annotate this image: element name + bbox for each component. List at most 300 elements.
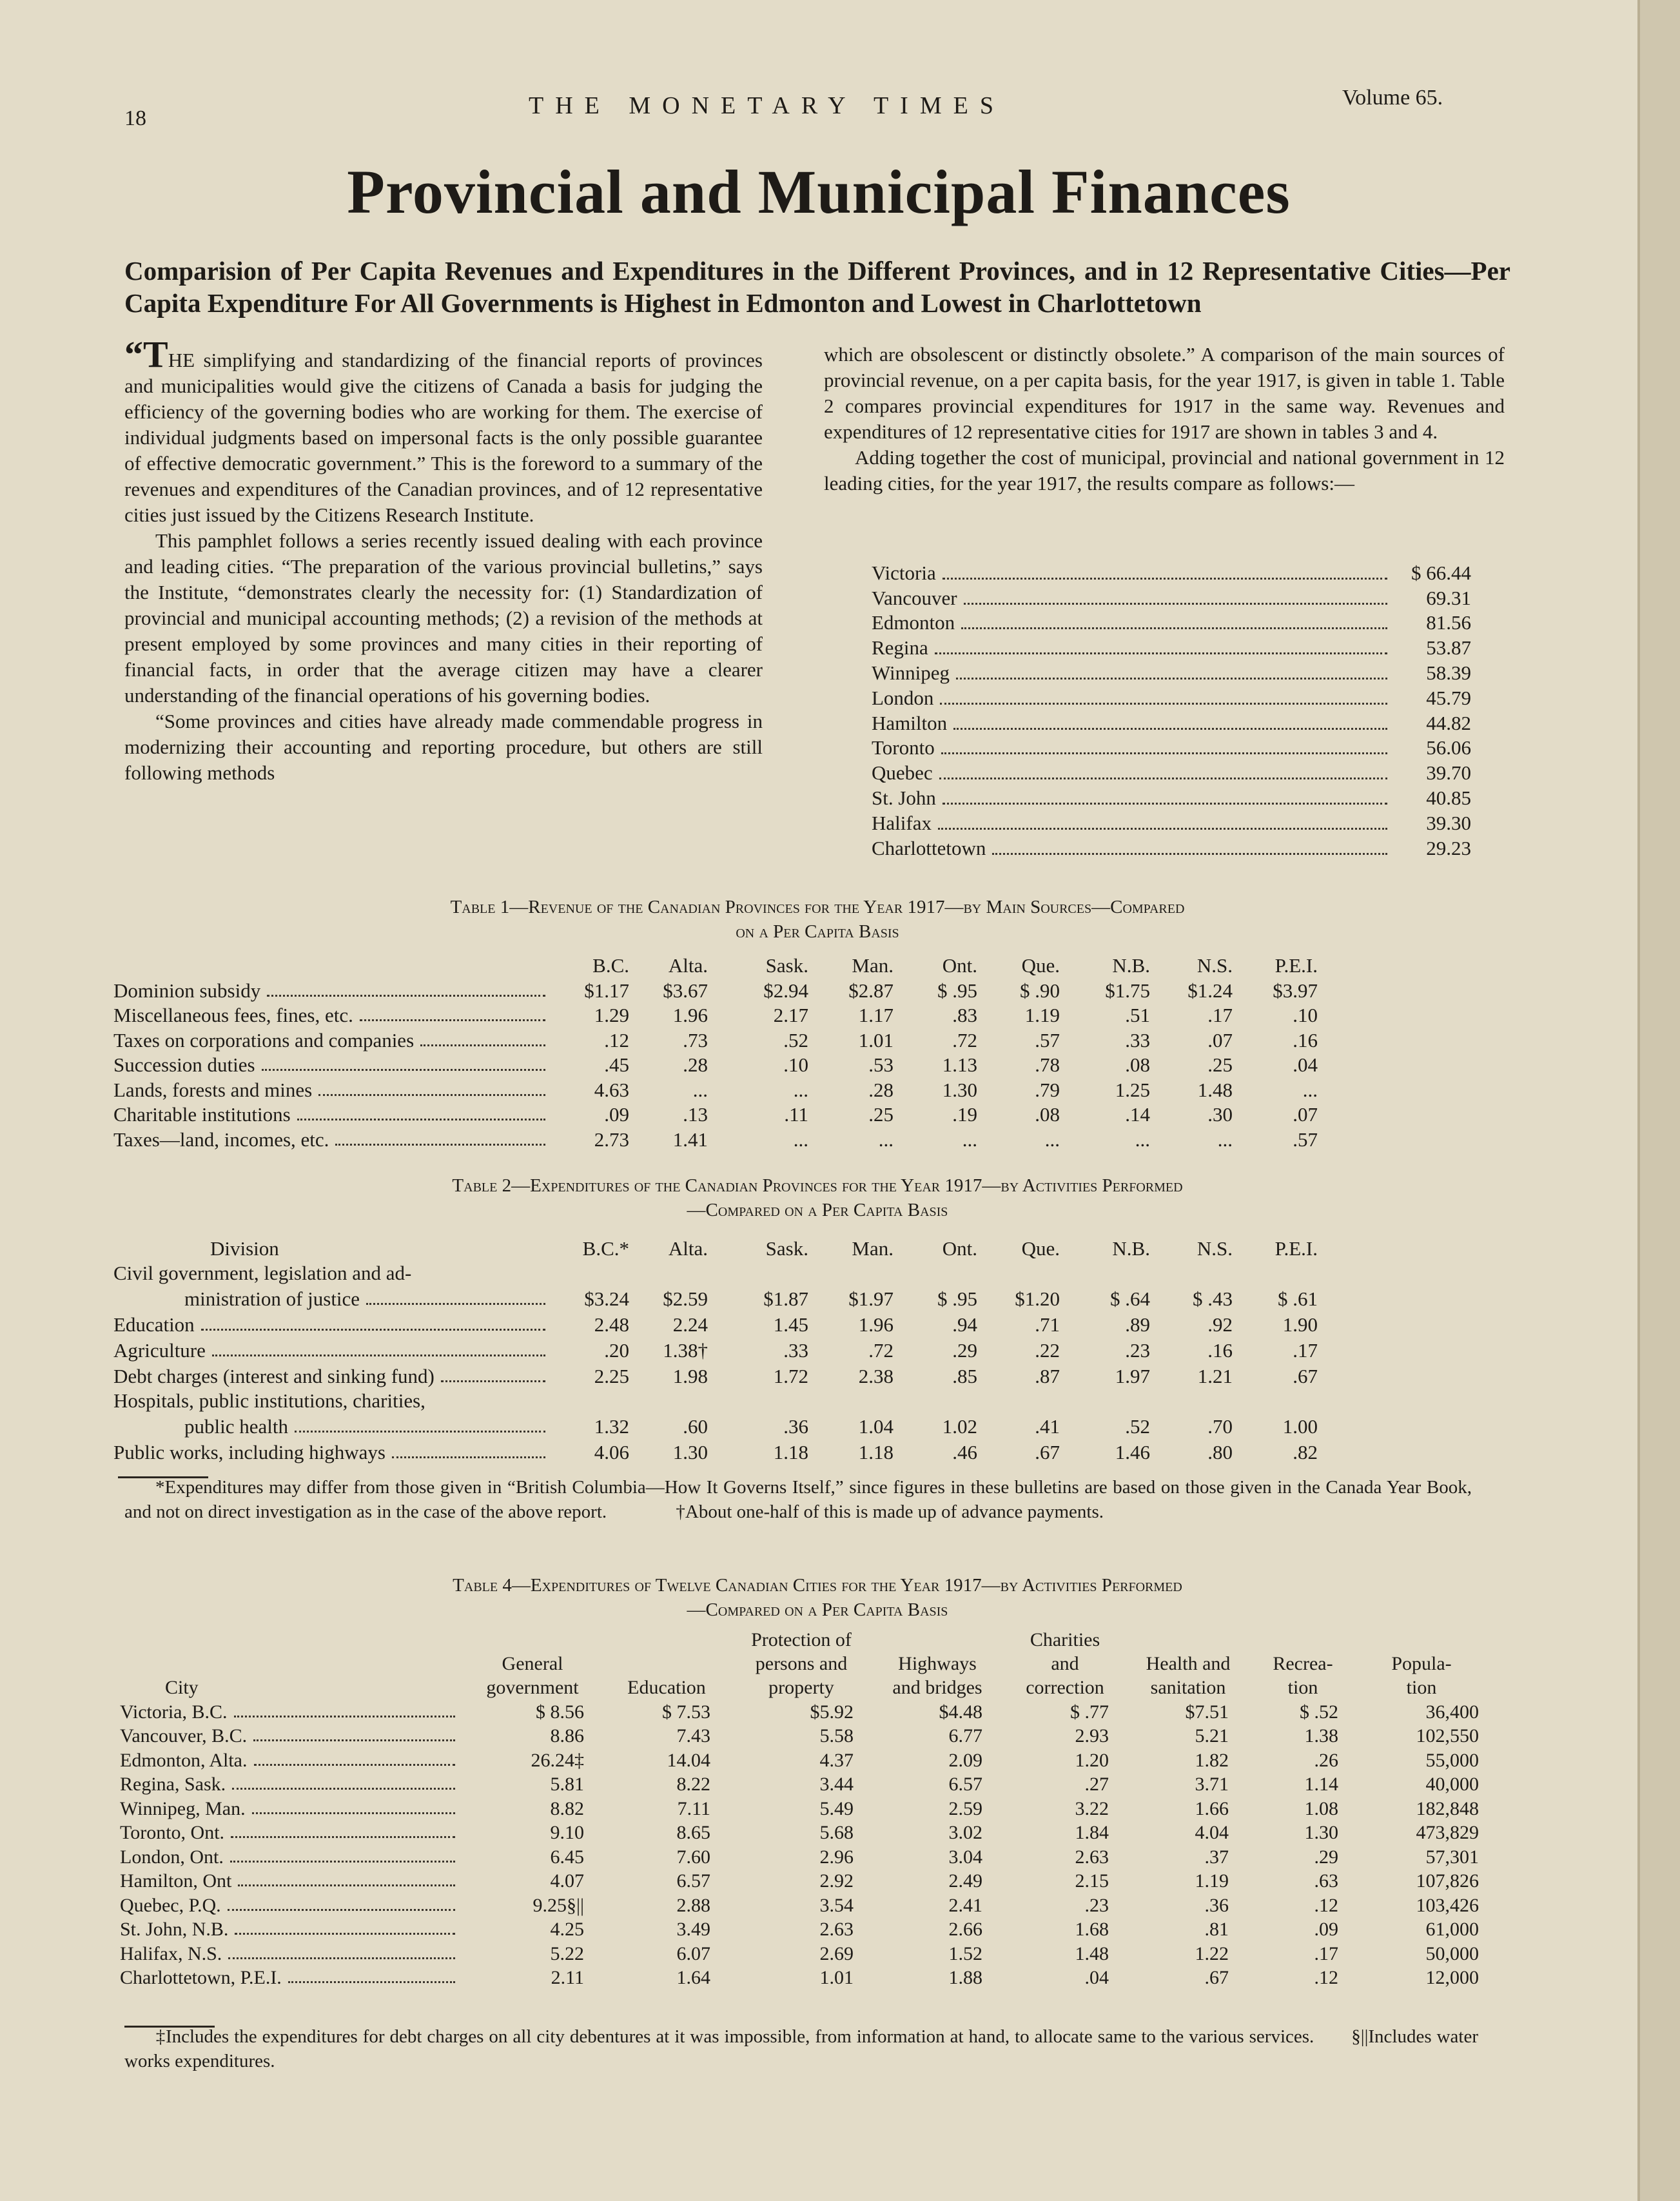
table1-row	[113, 1077, 1318, 1102]
city-name: Edmonton	[872, 611, 955, 634]
cell-value: $7.51	[1185, 1701, 1229, 1723]
cell-value: .12	[1314, 1967, 1338, 1988]
cell-value: 6.07	[676, 1942, 710, 1964]
column-header: N.S.	[1197, 1237, 1233, 1260]
row-label: Debt charges (interest and sinking fund)	[113, 1362, 552, 1388]
row-label: Civil government, legislation and ad-	[113, 1262, 412, 1284]
column-header	[1128, 1627, 1248, 1651]
city-total-row	[872, 810, 1471, 835]
cell-value: 4.06	[594, 1441, 629, 1463]
column-header: Ont.	[942, 954, 977, 977]
city-name: Winnipeg	[872, 661, 950, 684]
row-label: Vancouver, B.C.	[120, 1723, 462, 1748]
cell-value: .36	[783, 1415, 808, 1438]
row-label: Lands, forests and mines	[113, 1077, 552, 1102]
city-name: Regina	[872, 636, 928, 660]
leader-dots	[235, 1919, 455, 1935]
paragraph-5: Adding together the cost of municipal, provincial and national government in 12 leading cities, for the year 1917, the results compare as follows:—	[824, 446, 1505, 494]
cell-value: 26.24‡	[531, 1749, 584, 1771]
column-header	[873, 1627, 1002, 1651]
city-total-row	[872, 685, 1471, 710]
cell-value: 1.18	[773, 1441, 808, 1463]
table2-row	[113, 1362, 1318, 1388]
cell-value: 1.52	[948, 1942, 982, 1964]
cell-value: 2.93	[1075, 1725, 1109, 1746]
cell-value: 1.01	[858, 1028, 894, 1052]
cell-value: $ .43	[1193, 1287, 1233, 1310]
cell-value: 107,826	[1416, 1870, 1479, 1892]
column-header	[603, 1627, 730, 1651]
city-total-row	[872, 610, 1471, 635]
row-label: Taxes on corporations and companies	[113, 1027, 552, 1052]
column-header: Que.	[1021, 954, 1060, 977]
cell-value: ...	[1135, 1128, 1150, 1151]
cell-value: .73	[683, 1028, 708, 1052]
column-header: N.B.	[1112, 1237, 1150, 1260]
city-name: London	[872, 686, 934, 709]
cell-value: .22	[1035, 1339, 1060, 1362]
article-subtitle: Comparision of Per Capita Revenues and Expenditures in the Different Provinces, and in 12 Representative Cities—Per Capita Expenditure For All Governments is Highest in Edmonton and Lowest in Charlottetown	[124, 256, 1510, 318]
cell-value: 40,000	[1425, 1774, 1479, 1795]
cell-value: .67	[1035, 1441, 1060, 1463]
cell-value: $ .77	[1070, 1701, 1109, 1723]
cell-value: 4.04	[1195, 1822, 1229, 1843]
cell-value: 6.57	[676, 1870, 710, 1892]
table4-header-row	[120, 1675, 1485, 1699]
cell-value: ...	[793, 1078, 808, 1101]
cell-value: ...	[1217, 1128, 1233, 1151]
cell-value: .23	[1125, 1339, 1150, 1362]
cell-value: 2.15	[1075, 1870, 1109, 1892]
leader-dots	[252, 1798, 455, 1814]
city-total-value: 53.87	[1426, 636, 1471, 660]
cell-value: 1.30	[672, 1441, 708, 1463]
cell-value: ...	[692, 1078, 708, 1101]
cell-value: 2.92	[819, 1870, 854, 1892]
cell-value: 1.00	[1282, 1415, 1318, 1438]
cell-value: 6.57	[948, 1774, 982, 1795]
cell-value: 3.02	[948, 1822, 982, 1843]
cell-value: 1.13	[942, 1053, 977, 1076]
leader-dots	[420, 1029, 545, 1046]
cell-value: 8.65	[676, 1822, 710, 1843]
table1-row	[113, 1003, 1318, 1028]
cell-value: .33	[1125, 1028, 1150, 1052]
page-number: 18	[124, 106, 146, 130]
cell-value: 473,829	[1416, 1822, 1479, 1843]
row-label: Regina, Sask.	[120, 1772, 462, 1796]
cell-value: 1.64	[676, 1967, 710, 1988]
cell-value: .53	[868, 1053, 894, 1076]
cell-value: 2.38	[858, 1365, 894, 1387]
cell-value: 103,426	[1416, 1894, 1479, 1916]
cell-value: 5.49	[819, 1797, 854, 1819]
cell-value: 1.18	[858, 1441, 894, 1463]
cell-value: 2.09	[948, 1749, 982, 1771]
cell-value: .16	[1207, 1339, 1233, 1362]
column-header: Charities	[1030, 1629, 1100, 1650]
cell-value: .94	[952, 1313, 977, 1336]
paragraph-4: which are obsolescent or distinctly obsolete.” A comparison of the main sources of provincial revenue, on a per capita basis, for the year 1917, is given in table 1. Table 2 compares provincial expenditures for 1917 in the same way. Revenues and expenditures of 12 representative cities for 1917 are shown in tables 3 and 4.	[824, 343, 1505, 443]
row-label: public health	[113, 1413, 552, 1438]
leader-dots	[232, 1774, 455, 1790]
row-label: Quebec, P.Q.	[120, 1892, 462, 1917]
row-label: Hamilton, Ont	[120, 1868, 462, 1893]
cell-value: 1.14	[1304, 1774, 1338, 1795]
cell-value: 1.17	[858, 1004, 894, 1026]
leader-dots	[201, 1313, 545, 1331]
leader-dots	[262, 1053, 545, 1071]
cell-value: 4.63	[594, 1078, 629, 1101]
cell-value: 1.66	[1195, 1797, 1229, 1819]
cell-value: 3.71	[1195, 1774, 1229, 1795]
row-label: Edmonton, Alta.	[120, 1747, 462, 1772]
column-header: Recrea-	[1273, 1653, 1333, 1674]
leader-dots	[231, 1822, 455, 1838]
row-label: ministration of justice	[113, 1285, 552, 1311]
column-header: N.S.	[1197, 954, 1233, 977]
cell-value: 5.81	[550, 1774, 584, 1795]
cell-value: 6.77	[948, 1725, 982, 1746]
cell-value: $1.87	[763, 1287, 808, 1310]
cell-value: 1.90	[1282, 1313, 1318, 1336]
cell-value: 2.25	[594, 1365, 629, 1387]
table2-row-continuation	[113, 1260, 1318, 1285]
cell-value: $ .64	[1110, 1287, 1150, 1310]
row-label: Public works, including highways	[113, 1438, 552, 1464]
leader-dots	[360, 1004, 545, 1021]
column-header: Education	[627, 1677, 706, 1698]
cell-value: .09	[604, 1103, 629, 1126]
column-header: P.E.I.	[1275, 954, 1318, 977]
column-header: persons and	[755, 1653, 848, 1674]
cell-value: .16	[1293, 1028, 1318, 1052]
table4-row	[120, 1699, 1485, 1723]
leader-dots	[288, 1967, 455, 1983]
table4-row	[120, 1941, 1485, 1965]
leader-dots	[318, 1079, 545, 1096]
row-label: Succession duties	[113, 1052, 552, 1077]
leader-dots	[943, 578, 1387, 580]
cell-value: 2.41	[948, 1894, 982, 1916]
cell-value: ...	[1302, 1078, 1318, 1101]
cell-value: 1.72	[773, 1365, 808, 1387]
cell-value: 1.04	[858, 1415, 894, 1438]
column-header	[603, 1651, 730, 1675]
table4-row	[120, 1844, 1485, 1868]
city-name: Hamilton	[872, 711, 948, 734]
city-total-row	[872, 660, 1471, 685]
cell-value: 7.43	[676, 1725, 710, 1746]
table4-header-row	[120, 1627, 1485, 1651]
running-head: THE MONETARY TIMES	[529, 92, 1005, 119]
column-header: B.C.*	[582, 1237, 629, 1260]
table4-row	[120, 1868, 1485, 1893]
city-name: Quebec	[872, 761, 933, 785]
leader-dots	[935, 652, 1387, 654]
row-label: Hospitals, public institutions, charities,	[113, 1389, 425, 1412]
cell-value: .28	[683, 1053, 708, 1076]
cell-value: .85	[952, 1365, 977, 1387]
table2-row	[113, 1413, 1318, 1438]
cell-value: .09	[1314, 1919, 1338, 1940]
cell-value: 1.38	[1304, 1725, 1338, 1746]
cell-value: 4.37	[819, 1749, 854, 1771]
cell-value: .92	[1207, 1313, 1233, 1336]
cell-value: 3.44	[819, 1774, 854, 1795]
cell-value: .30	[1207, 1103, 1233, 1126]
cell-value: .29	[952, 1339, 977, 1362]
leader-dots	[943, 803, 1387, 805]
cell-value: .10	[783, 1053, 808, 1076]
cell-value: 2.66	[948, 1919, 982, 1940]
city-total-value: 40.85	[1426, 786, 1471, 809]
table1-row	[113, 1052, 1318, 1077]
table1-header-row	[113, 952, 1318, 977]
table2-footnote: *Expenditures may differ from those given in “British Columbia—How It Governs Itself,” since figures in these bulletins are based on those given in the Canada Year Book, and not on direct investigation as in the case of the above report. †About one-half of this is made up of advance payments.	[124, 1477, 1472, 1522]
cell-value: 8.22	[676, 1774, 710, 1795]
cell-value: 6.45	[550, 1846, 584, 1868]
city-name: St. John	[872, 786, 936, 809]
cell-value: 1.38†	[663, 1339, 708, 1362]
table4-row	[120, 1917, 1485, 1941]
column-header: Alta.	[668, 1237, 708, 1260]
cell-value: .37	[1204, 1846, 1229, 1868]
cell-value: 8.86	[550, 1725, 584, 1746]
table1	[113, 952, 1318, 1151]
article-title: Provincial and Municipal Finances	[347, 157, 1291, 226]
city-total-row	[872, 710, 1471, 735]
column-header: B.C.	[592, 954, 629, 977]
cell-value: .08	[1035, 1103, 1060, 1126]
paragraph-2: This pamphlet follows a series recently issued dealing with each province and leading cities. “The preparation of the various provincial bulletins,” says the Institute, “demonstrates clearly the necessity for: (1) Standardization of provincial and municipal accounting methods; (2) a revision of the methods at present employed by some provinces and many cities in their reporting of financial facts, in order that the average citizen may have a clearer understanding of the financial operations of his governing bodies.	[124, 529, 763, 707]
city-total-value: 58.39	[1426, 661, 1471, 684]
city-total-value: 56.06	[1426, 736, 1471, 759]
table2-row	[113, 1285, 1318, 1311]
cell-value: .36	[1204, 1894, 1229, 1916]
cell-value: .07	[1293, 1103, 1318, 1126]
cell-value: $1.24	[1187, 979, 1233, 1002]
cell-value: 1.30	[1304, 1822, 1338, 1843]
cell-value: .14	[1125, 1103, 1150, 1126]
cell-value: ...	[962, 1128, 977, 1151]
leader-dots	[992, 853, 1387, 855]
table1-caption: Table 1—Revenue of the Canadian Provinces for the Year 1917—by Main Sources—Compared on a Per Capita Basis	[450, 897, 1185, 942]
city-total-row	[872, 560, 1471, 585]
city-total-row	[872, 785, 1471, 810]
column-header: Man.	[852, 1237, 894, 1260]
cell-value: .81	[1204, 1919, 1229, 1940]
column-header: Popula-	[1391, 1653, 1452, 1674]
cell-value: 36,400	[1425, 1701, 1479, 1723]
cell-value: 7.60	[676, 1846, 710, 1868]
row-label: Charlottetown, P.E.I.	[120, 1965, 462, 1990]
cell-value: .52	[1125, 1415, 1150, 1438]
leader-dots	[961, 627, 1387, 629]
table2-row	[113, 1336, 1318, 1362]
cell-value: 1.29	[594, 1004, 629, 1026]
cell-value: 1.45	[773, 1313, 808, 1336]
column-header: Highways	[898, 1653, 977, 1674]
leader-dots	[938, 828, 1387, 830]
column-header	[120, 1627, 462, 1651]
cell-value: 8.82	[550, 1797, 584, 1819]
cell-value: .17	[1207, 1004, 1233, 1026]
cell-value: .63	[1314, 1870, 1338, 1892]
leader-dots	[956, 678, 1387, 680]
cell-value: .41	[1035, 1415, 1060, 1438]
cell-value: 1.96	[672, 1004, 708, 1026]
cell-value: $ .95	[937, 979, 977, 1002]
cell-value: $ .90	[1020, 979, 1060, 1002]
cell-value: 2.73	[594, 1128, 629, 1151]
cell-value: $ .61	[1278, 1287, 1318, 1310]
cell-value: .12	[1314, 1894, 1338, 1916]
cell-value: 5.58	[819, 1725, 854, 1746]
leader-dots	[238, 1870, 455, 1886]
cell-value: 1.32	[594, 1415, 629, 1438]
cell-value: 3.49	[676, 1919, 710, 1940]
cell-value: 1.19	[1195, 1870, 1229, 1892]
table4-row	[120, 1965, 1485, 1990]
table2-row	[113, 1311, 1318, 1336]
row-label: St. John, N.B.	[120, 1917, 462, 1941]
cell-value: 9.25§||	[532, 1894, 584, 1916]
cell-value: .72	[868, 1339, 894, 1362]
cell-value: .17	[1293, 1339, 1318, 1362]
cell-value: .51	[1125, 1004, 1150, 1026]
column-header	[1358, 1627, 1485, 1651]
cell-value: 2.69	[819, 1942, 854, 1964]
cell-value: 2.63	[1075, 1846, 1109, 1868]
column-header: N.B.	[1112, 954, 1150, 977]
city-total-value: 69.31	[1426, 586, 1471, 609]
cell-value: 182,848	[1416, 1797, 1479, 1819]
column-header: Sask.	[765, 954, 808, 977]
row-label: Dominion subsidy	[113, 977, 552, 1003]
city-total-row	[872, 634, 1471, 660]
cell-value: .29	[1314, 1846, 1338, 1868]
cell-value: 3.22	[1075, 1797, 1109, 1819]
cell-value: .46	[952, 1441, 977, 1463]
cell-value: .60	[683, 1415, 708, 1438]
cell-value: 1.68	[1075, 1919, 1109, 1940]
column-header: Ont.	[942, 1237, 977, 1260]
leader-dots	[297, 1103, 545, 1120]
column-header: Man.	[852, 954, 894, 977]
cell-value: .72	[952, 1028, 977, 1052]
column-header	[1248, 1627, 1358, 1651]
cell-value: 2.11	[551, 1967, 584, 1988]
cell-value: 2.88	[676, 1894, 710, 1916]
cell-value: 2.63	[819, 1919, 854, 1940]
table1-row	[113, 1102, 1318, 1127]
row-label: Halifax, N.S.	[120, 1941, 462, 1965]
cell-value: 2.59	[948, 1797, 982, 1819]
cell-value: 1.08	[1304, 1797, 1338, 1819]
cell-value: 5.21	[1195, 1725, 1229, 1746]
leader-dots	[939, 778, 1387, 779]
table4	[120, 1627, 1485, 1989]
city-total-value: 29.23	[1426, 836, 1471, 859]
cell-value: .78	[1035, 1053, 1060, 1076]
cell-value: 2.49	[948, 1870, 982, 1892]
city-total-value: 44.82	[1426, 711, 1471, 734]
column-header: tion	[1287, 1677, 1318, 1698]
cell-value: .89	[1125, 1313, 1150, 1336]
cell-value: $2.87	[848, 979, 894, 1002]
table1-row	[113, 1126, 1318, 1151]
column-header: correction	[1026, 1677, 1104, 1698]
paragraph-3: “Some provinces and cities have already made commendable progress in modernizing their accounting and reporting procedure, but others are still following methods	[124, 710, 763, 784]
column-header: sanitation	[1150, 1677, 1226, 1698]
cell-value: 1.20	[1075, 1749, 1109, 1771]
cell-value: $1.75	[1105, 979, 1150, 1002]
city-name: Vancouver	[872, 586, 957, 609]
cell-value: $3.24	[584, 1287, 629, 1310]
city-name: Charlottetown	[872, 836, 986, 859]
leader-dots	[253, 1725, 455, 1741]
column-header: and bridges	[892, 1677, 982, 1698]
city-name: Victoria	[872, 561, 936, 584]
city-total-value: 39.70	[1426, 761, 1471, 785]
column-header: City	[165, 1677, 199, 1698]
cell-value: $ 7.53	[662, 1701, 710, 1723]
cell-value: 1.84	[1075, 1822, 1109, 1843]
cell-value: $5.92	[810, 1701, 854, 1723]
cell-value: $3.97	[1273, 979, 1318, 1002]
cell-value: 1.22	[1195, 1942, 1229, 1964]
cell-value: .11	[784, 1103, 808, 1126]
cell-value: $4.48	[939, 1701, 982, 1723]
cell-value: 1.41	[672, 1128, 708, 1151]
city-name: Toronto	[872, 736, 935, 759]
cell-value: 61,000	[1425, 1919, 1479, 1940]
table4-row	[120, 1747, 1485, 1772]
cell-value: .80	[1207, 1441, 1233, 1463]
column-header: tion	[1406, 1677, 1437, 1698]
table4-row	[120, 1892, 1485, 1917]
cell-value: .71	[1035, 1313, 1060, 1336]
column-header: P.E.I.	[1275, 1237, 1318, 1260]
column-header: General	[502, 1653, 563, 1674]
column-header: Protection of	[751, 1629, 852, 1650]
cell-value: .70	[1207, 1415, 1233, 1438]
city-total-value: 45.79	[1426, 686, 1471, 709]
cell-value: $ .52	[1300, 1701, 1338, 1723]
city-totals-list	[872, 560, 1471, 860]
cell-value: .08	[1125, 1053, 1150, 1076]
cell-value: 1.88	[948, 1967, 982, 1988]
cell-value: 1.46	[1115, 1441, 1150, 1463]
table2-row-continuation	[113, 1388, 1318, 1413]
cell-value: 1.96	[858, 1313, 894, 1336]
cell-value: 2.48	[594, 1313, 629, 1336]
table2-header-row	[113, 1227, 1318, 1260]
column-header	[462, 1627, 603, 1651]
left-column	[124, 333, 763, 786]
leader-dots	[234, 1701, 455, 1717]
table4-header-row	[120, 1651, 1485, 1675]
row-label: Winnipeg, Man.	[120, 1795, 462, 1820]
cell-value: 5.22	[550, 1942, 584, 1964]
column-header: government	[486, 1677, 579, 1698]
city-total-value: 39.30	[1426, 811, 1471, 834]
cell-value: .67	[1293, 1365, 1318, 1387]
city-total-row	[872, 759, 1471, 785]
column-header: Alta.	[668, 954, 708, 977]
cell-value: $1.97	[848, 1287, 894, 1310]
